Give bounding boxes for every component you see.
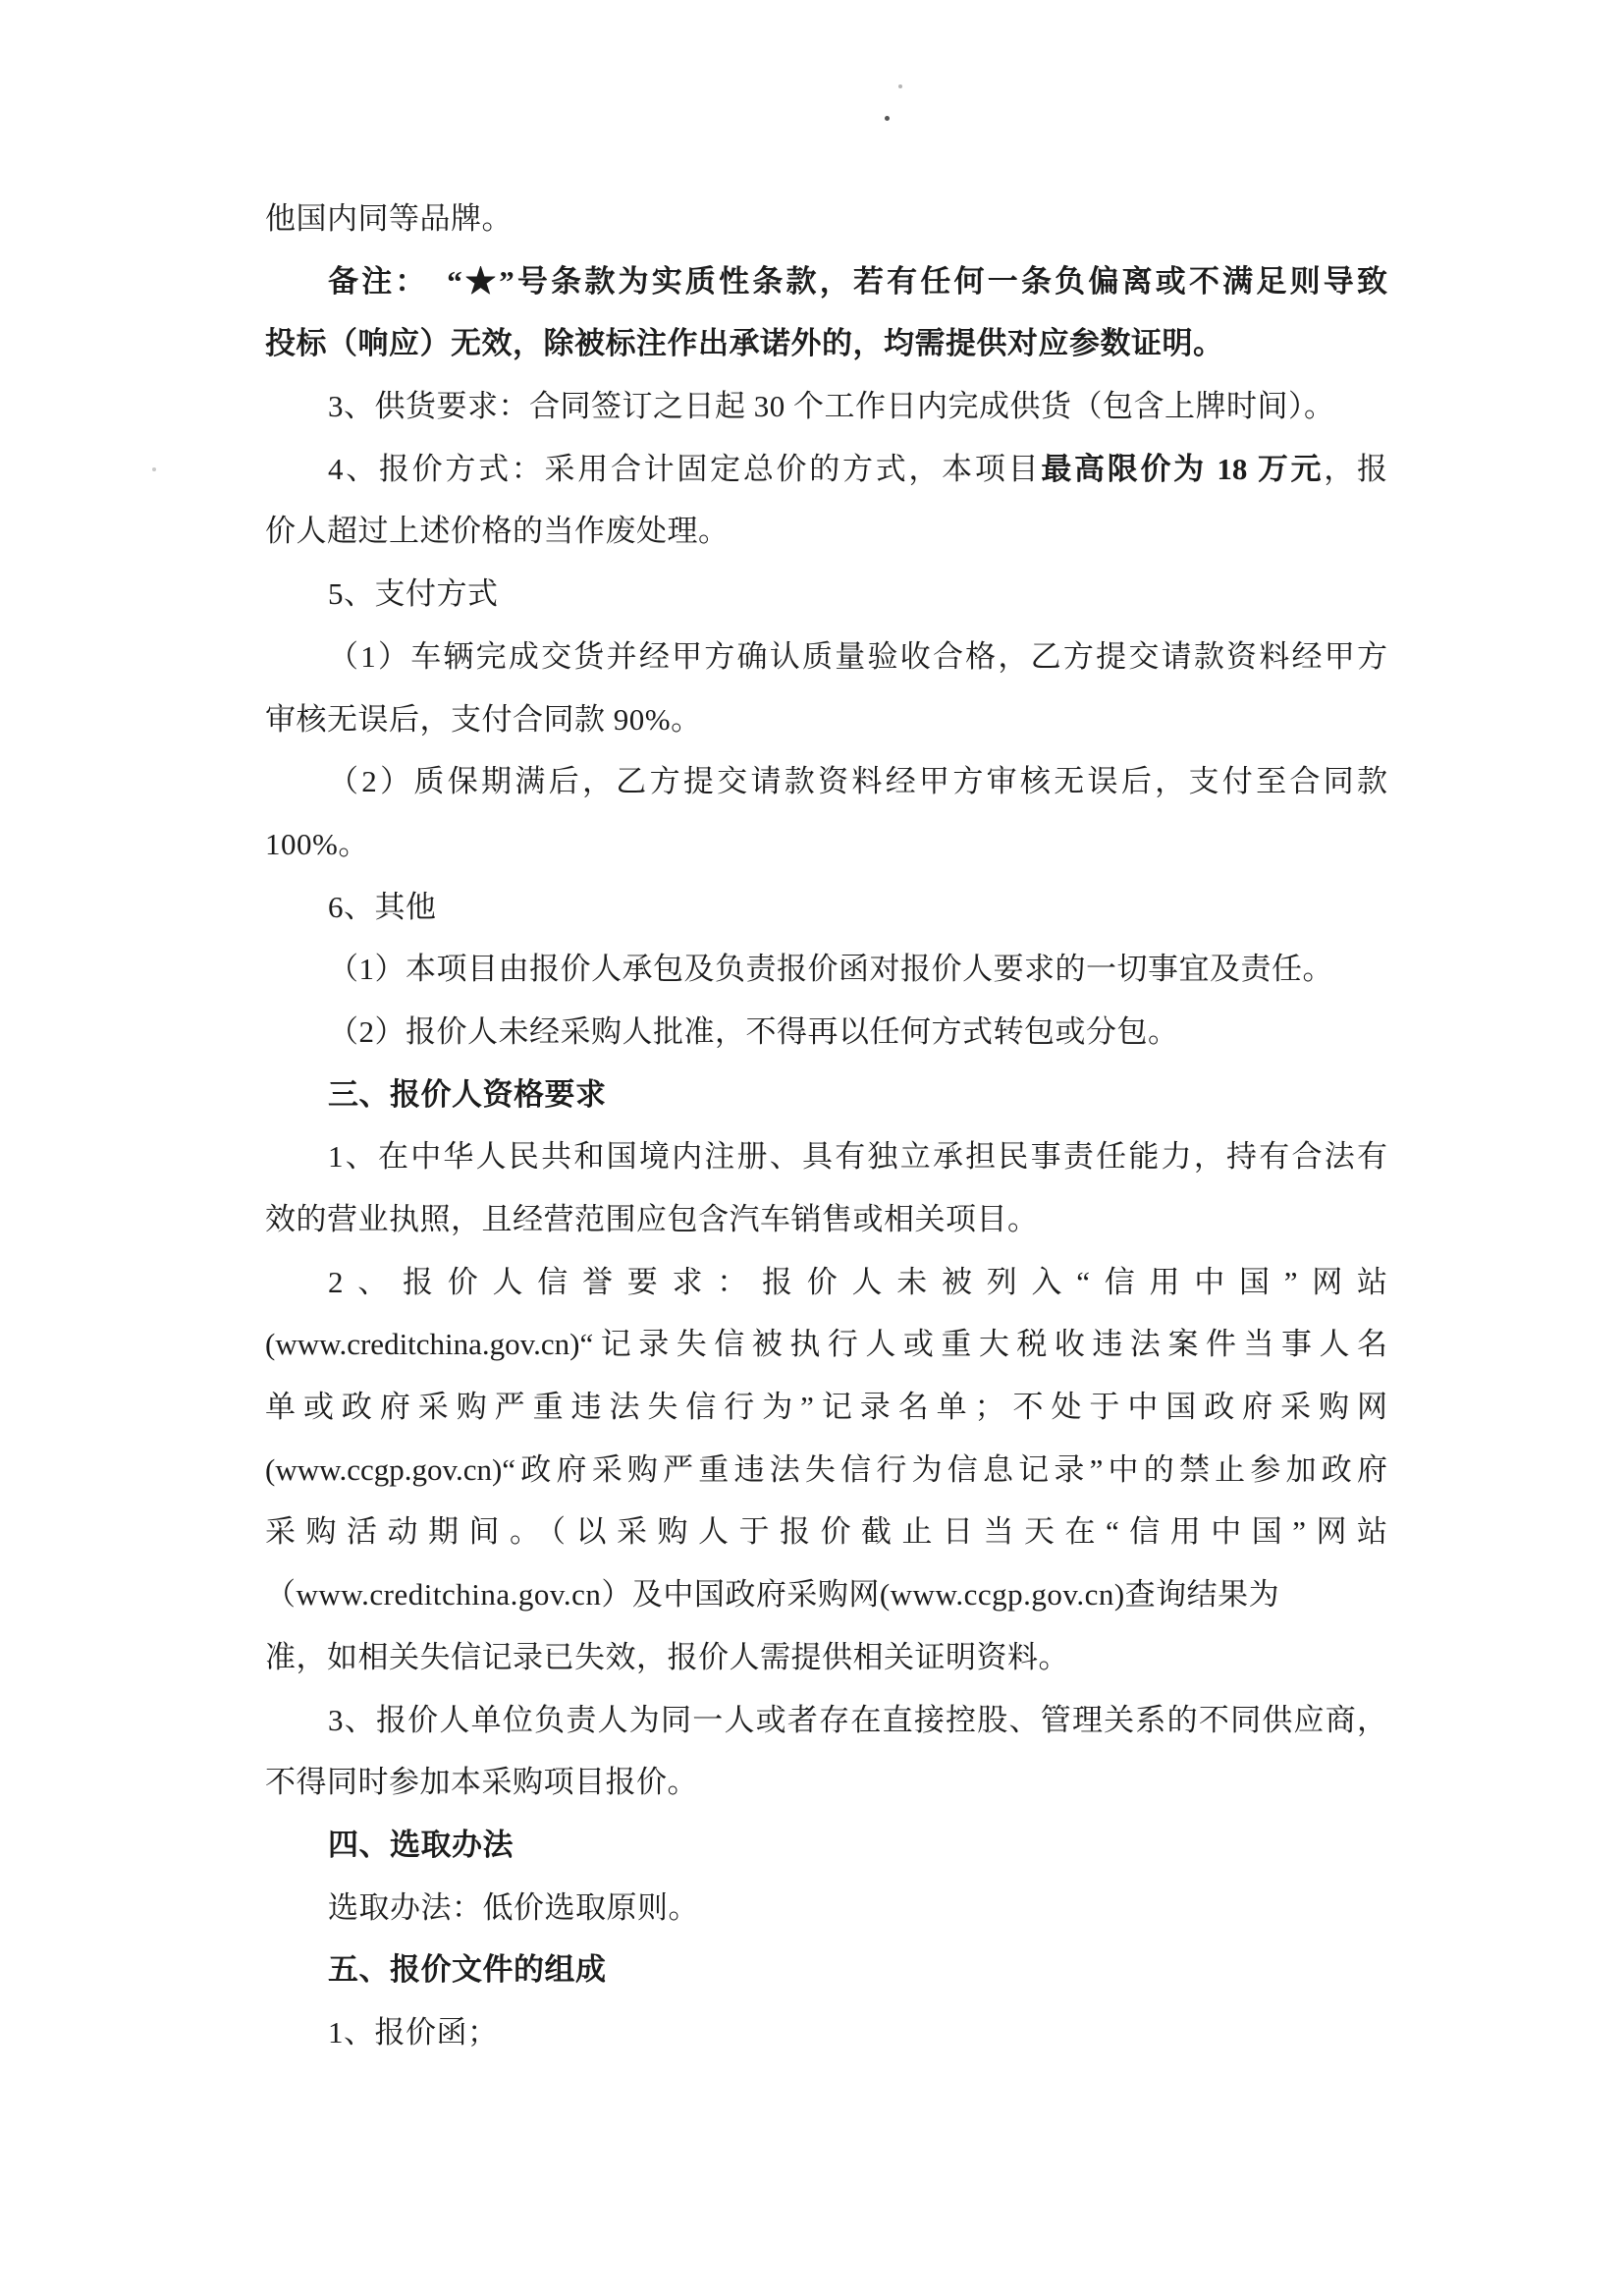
text-line	[265, 1626, 1387, 1689]
emphasis-text-segment: 四、选取办法	[328, 1827, 514, 1862]
text-segment: ，报	[1324, 451, 1387, 486]
document-body	[265, 188, 1387, 2064]
text-line	[265, 2001, 1387, 2064]
text-segment: 单或政府采购严重违法失信行为”记录名单；不处于中国政府采购网	[265, 1390, 1387, 1425]
text-line	[265, 1001, 1387, 1064]
scan-speck	[152, 467, 156, 471]
text-line	[265, 250, 1387, 313]
text-line	[265, 750, 1387, 813]
text-line	[265, 312, 1387, 375]
text-segment: 选取办法：低价选取原则。	[328, 1889, 699, 1925]
text-line	[265, 1125, 1387, 1188]
text-line	[265, 1188, 1387, 1251]
emphasis-text-segment: 三、报价人资格要求	[328, 1076, 607, 1112]
scan-speck	[898, 84, 902, 88]
text-line	[265, 938, 1387, 1001]
text-line	[265, 1064, 1387, 1126]
text-line	[265, 375, 1387, 438]
text-line	[265, 813, 1387, 876]
text-segment: （2）报价人未经采购人批准，不得再以任何方式转包或分包。	[328, 1013, 1179, 1049]
text-segment: 审核无误后，支付合同款 90%。	[265, 701, 702, 737]
text-line	[265, 626, 1387, 688]
scan-speck	[885, 116, 890, 121]
emphasis-text-segment: 最高限价为 18 万元	[1041, 451, 1325, 486]
text-line	[265, 438, 1387, 501]
text-line	[265, 1751, 1387, 1814]
text-line	[265, 188, 1387, 250]
text-segment: （1）车辆完成交货并经甲方确认质量验收合格，乙方提交请款资料经甲方	[328, 638, 1387, 674]
text-segment: （2）质保期满后，乙方提交请款资料经甲方审核无误后，支付至合同款	[328, 764, 1387, 799]
emphasis-text-segment: 备注： “★”号条款为实质性条款，若有任何一条负偏离或不满足则导致	[328, 263, 1387, 299]
text-segment: 5、支付方式	[328, 576, 499, 612]
text-segment: (www.creditchina.gov.cn)“记录失信被执行人或重大税收违法案件当事人名	[265, 1327, 1387, 1362]
text-line	[265, 1313, 1387, 1376]
text-line	[265, 1689, 1387, 1752]
text-segment: 3、供货要求：合同签订之日起 30 个工作日内完成供货（包含上牌时间）。	[328, 389, 1335, 424]
text-segment: 采购活动期间。（以采购人于报价截止日当天在“信用中国”网站	[265, 1514, 1387, 1550]
text-line	[265, 876, 1387, 939]
text-segment: 100%。	[265, 826, 369, 861]
text-line	[265, 1563, 1387, 1626]
emphasis-text-segment: 五、报价文件的组成	[328, 1952, 607, 1988]
text-segment: 2、报价人信誉要求：报价人未被列入“信用中国”网站	[328, 1264, 1387, 1299]
text-segment: （1）本项目由报价人承包及负责报价函对报价人要求的一切事宜及责任。	[328, 952, 1333, 987]
text-segment: （www.creditchina.gov.cn）及中国政府采购网(www.ccgp.gov.cn)查询结果为	[265, 1577, 1280, 1613]
text-line	[265, 563, 1387, 626]
text-segment: 6、其他	[328, 889, 437, 924]
text-segment: 1、在中华人民共和国境内注册、具有独立承担民事责任能力，持有合法有	[328, 1139, 1387, 1175]
text-line	[265, 1939, 1387, 2001]
text-segment: 他国内同等品牌。	[265, 201, 513, 236]
text-segment: 准，如相关失信记录已失效，报价人需提供相关证明资料。	[265, 1639, 1069, 1674]
text-segment: 1、报价函；	[328, 2014, 499, 2050]
emphasis-text-segment: 投标（响应）无效，除被标注作出承诺外的，均需提供对应参数证明。	[265, 326, 1224, 361]
text-line	[265, 1501, 1387, 1563]
text-line	[265, 1814, 1387, 1877]
text-segment: 效的营业执照，且经营范围应包含汽车销售或相关项目。	[265, 1202, 1039, 1236]
text-segment: 4、报价方式：采用合计固定总价的方式，本项目	[328, 451, 1042, 486]
text-line	[265, 688, 1387, 751]
text-line	[265, 500, 1387, 563]
text-line	[265, 1376, 1387, 1439]
text-segment: 3、报价人单位负责人为同一人或者存在直接控股、管理关系的不同供应商，	[328, 1702, 1387, 1737]
text-line	[265, 1439, 1387, 1502]
text-segment: 价人超过上述价格的当作废处理。	[265, 514, 730, 549]
text-segment: (www.ccgp.gov.cn)“政府采购严重违法失信行为信息记录”中的禁止参加政府	[265, 1451, 1387, 1487]
text-line	[265, 1877, 1387, 1940]
text-line	[265, 1251, 1387, 1314]
text-segment: 不得同时参加本采购项目报价。	[265, 1765, 698, 1800]
